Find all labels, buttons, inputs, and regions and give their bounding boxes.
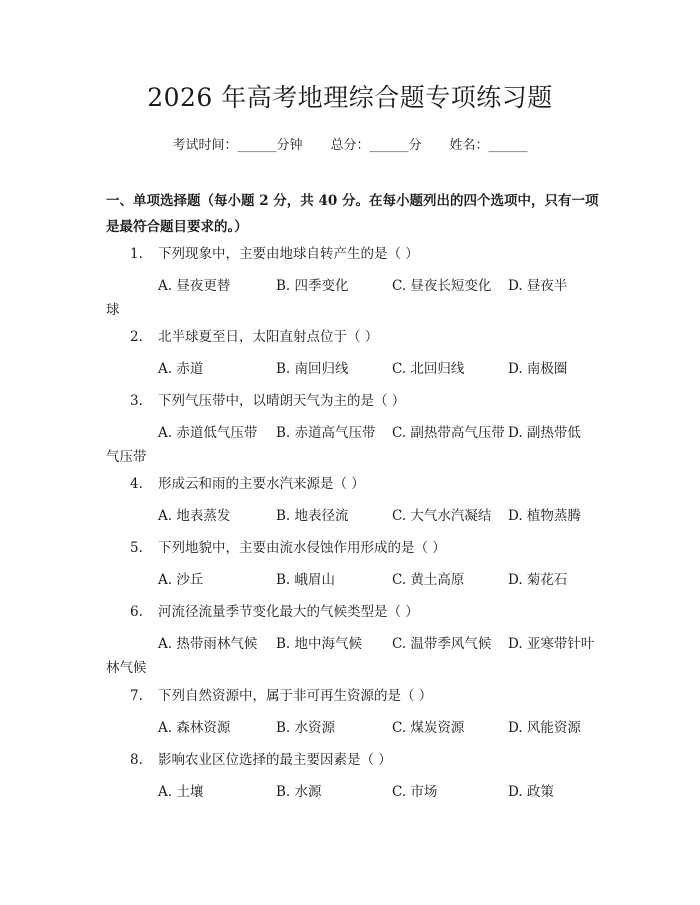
option-c: C. 昼夜长短变化 <box>392 278 492 294</box>
option-b: B. 赤道高气压带 <box>276 425 376 441</box>
question-5 <box>106 536 606 592</box>
question-2 <box>106 325 606 381</box>
question-number: 6. <box>130 604 143 620</box>
option-a: A. 赤道 <box>158 361 204 377</box>
option-continuation: 气压带 <box>106 449 147 465</box>
question-number: 3. <box>130 393 143 409</box>
question-stem: 下列气压带中，以晴朗天气为主的是（ ） <box>158 393 406 409</box>
option-d: D. 昼夜半 <box>508 278 568 294</box>
option-a: A. 赤道低气压带 <box>158 425 258 441</box>
option-a: A. 昼夜更替 <box>158 278 231 294</box>
question-number: 1. <box>130 246 143 262</box>
question-number: 5. <box>130 540 143 556</box>
option-a: A. 沙丘 <box>158 572 204 588</box>
question-number: 2. <box>130 329 143 345</box>
page-title: 2026 年高考地理综合题专项练习题 <box>147 83 553 112</box>
exam-time-field: 考试时间：______分钟 <box>172 138 303 153</box>
option-c: C. 煤炭资源 <box>392 720 465 736</box>
option-a: A. 森林资源 <box>158 720 231 736</box>
question-7 <box>106 684 606 740</box>
option-d: D. 植物蒸腾 <box>508 508 581 524</box>
option-a: A. 热带雨林气候 <box>158 636 258 652</box>
question-stem: 下列地貌中，主要由流水侵蚀作用形成的是（ ） <box>158 540 446 556</box>
question-stem: 影响农业区位选择的最主要因素是（ ） <box>158 752 392 768</box>
exam-info-line <box>0 134 700 153</box>
total-score-field: 总分：______分 <box>330 138 422 153</box>
question-number: 4. <box>130 476 143 492</box>
option-b: B. 峨眉山 <box>276 572 336 588</box>
option-b: B. 地中海气候 <box>276 636 363 652</box>
option-d: D. 亚寒带针叶 <box>508 636 595 652</box>
option-c: C. 副热带高气压带 <box>392 425 505 441</box>
option-b: B. 地表径流 <box>276 508 349 524</box>
option-a: A. 土壤 <box>158 784 204 800</box>
option-b: B. 水源 <box>276 784 322 800</box>
question-number: 7. <box>130 688 143 704</box>
question-4 <box>106 472 606 528</box>
question-stem: 北半球夏至日，太阳直射点位于（ ） <box>158 329 379 345</box>
option-a: A. 地表蒸发 <box>158 508 231 524</box>
question-stem: 下列自然资源中，属于非可再生资源的是（ ） <box>158 688 433 704</box>
option-d: D. 南极圈 <box>508 361 568 377</box>
option-b: B. 水资源 <box>276 720 336 736</box>
option-c: C. 温带季风气候 <box>392 636 492 652</box>
option-b: B. 四季变化 <box>276 278 349 294</box>
section-heading: 一、单项选择题（每小题 2 分，共 40 分。在每小题列出的四个选项中，只有一项是最符合题目要求的。） <box>106 193 599 235</box>
question-1 <box>106 242 606 318</box>
option-continuation: 球 <box>106 302 120 318</box>
question-number: 8. <box>130 752 143 768</box>
option-continuation: 林气候 <box>106 660 147 676</box>
option-d: D. 菊花石 <box>508 572 568 588</box>
option-d: D. 政策 <box>508 784 554 800</box>
option-c: C. 北回归线 <box>392 361 465 377</box>
option-d: D. 风能资源 <box>508 720 581 736</box>
question-8 <box>106 748 606 804</box>
question-stem: 形成云和雨的主要水汽来源是（ ） <box>158 476 365 492</box>
option-d: D. 副热带低 <box>508 425 581 441</box>
student-name-field: 姓名：______ <box>449 138 528 153</box>
option-c: C. 市场 <box>392 784 438 800</box>
option-c: C. 黄土高原 <box>392 572 465 588</box>
question-stem: 河流径流量季节变化最大的气候类型是（ ） <box>158 604 419 620</box>
option-c: C. 大气水汽凝结 <box>392 508 492 524</box>
option-b: B. 南回归线 <box>276 361 349 377</box>
question-3 <box>106 389 606 465</box>
question-6 <box>106 600 606 676</box>
question-stem: 下列现象中，主要由地球自转产生的是（ ） <box>158 246 419 262</box>
